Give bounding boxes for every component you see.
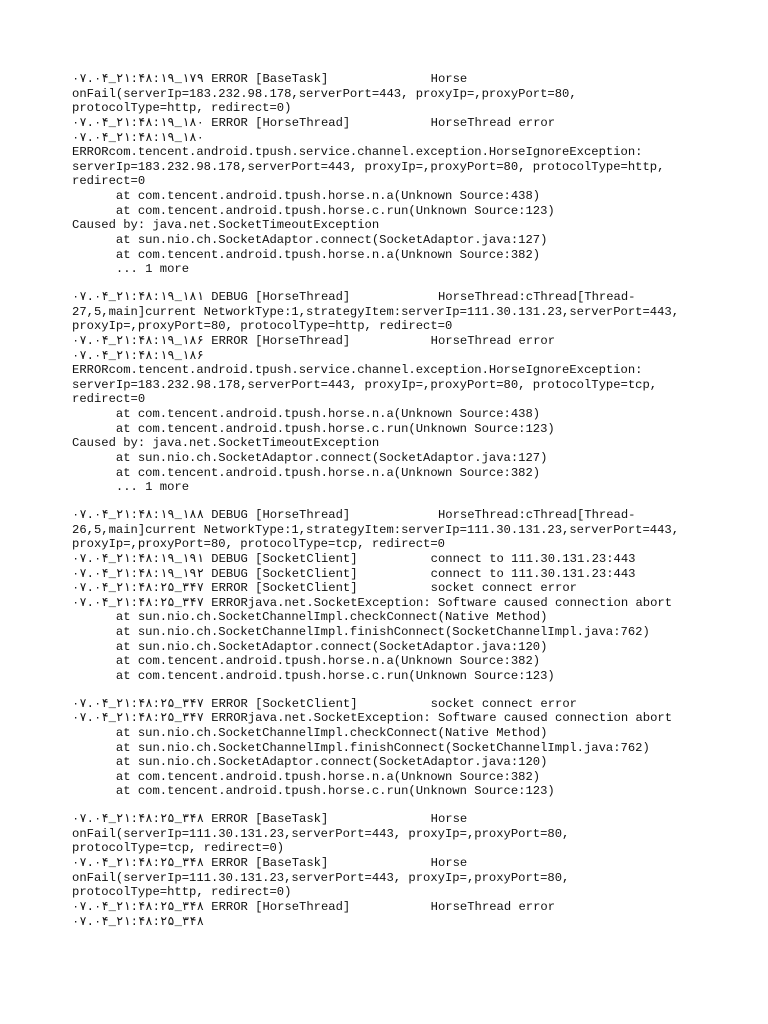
log-line: at com.tencent.android.tpush.horse.c.run(Unknown Source:123): [72, 784, 555, 799]
log-line: ۰۷.۰۴_۲۱:۴۸:۱۹_۱۸۸ DEBUG [HorseThread] HorseThread:cThread[Thread-: [72, 507, 636, 522]
log-line: at com.tencent.android.tpush.horse.n.a(Unknown Source:438): [72, 407, 541, 422]
log-text: [72, 72, 762, 929]
log-line: redirect=0: [72, 392, 146, 407]
log-line: ۰۷.۰۴_۲۱:۴۸:۱۹_۱۸۱ DEBUG [HorseThread] HorseThread:cThread[Thread-: [72, 289, 636, 304]
log-line: ۰۷.۰۴_۲۱:۴۸:۱۹_۱۷۹ ERROR [BaseTask] Horse: [72, 72, 468, 86]
log-line: ۰۷.۰۴_۲۱:۴۸:۱۹_۱۸۰ ERROR [HorseThread] HorseThread error: [72, 115, 556, 130]
log-line: onFail(serverIp=183.232.98.178,serverPort=443, proxyIp=,proxyPort=80,: [72, 86, 577, 101]
log-line: at sun.nio.ch.SocketAdaptor.connect(SocketAdaptor.java:127): [72, 233, 548, 248]
log-line: ۰۷.۰۴_۲۱:۴۸:۱۹_۱۸۶ ERROR [HorseThread] HorseThread error: [72, 333, 556, 348]
log-line: onFail(serverIp=111.30.131.23,serverPort=443, proxyIp=,proxyPort=80,: [72, 870, 570, 885]
log-line: protocolType=tcp, redirect=0): [72, 841, 285, 856]
log-line: at com.tencent.android.tpush.horse.n.a(Unknown Source:438): [72, 189, 541, 204]
log-line: ۰۷.۰۴_۲۱:۴۸:۱۹_۱۸۰: [72, 130, 204, 145]
log-line: ERRORcom.tencent.android.tpush.service.channel.exception.HorseIgnoreException:: [72, 363, 643, 378]
log-line: ۰۷.۰۴_۲۱:۴۸:۲۵_۳۴۷ ERROR [SocketClient] socket connect error: [72, 581, 577, 596]
log-line: redirect=0: [72, 174, 146, 189]
log-line: ۰۷.۰۴_۲۱:۴۸:۲۵_۳۴۸ ERROR [BaseTask] Horse: [72, 856, 468, 871]
blank-line: [72, 495, 762, 508]
log-line: at com.tencent.android.tpush.horse.c.run(Unknown Source:123): [72, 421, 555, 436]
log-line: serverIp=183.232.98.178,serverPort=443, proxyIp=,proxyPort=80, protocolType=tcp,: [72, 377, 658, 392]
log-line: 27,5,main]current NetworkType:1,strategyItem:serverIp=111.30.131.23,serverPort=443,: [72, 304, 680, 319]
log-line: at sun.nio.ch.SocketAdaptor.connect(SocketAdaptor.java:127): [72, 451, 548, 466]
log-line: ERRORcom.tencent.android.tpush.service.channel.exception.HorseIgnoreException:: [72, 145, 643, 160]
log-line: ۰۷.۰۴_۲۱:۴۸:۲۵_۳۴۸ ERROR [HorseThread] HorseThread error: [72, 899, 556, 914]
log-line: at sun.nio.ch.SocketChannelImpl.checkConnect(Native Method): [72, 725, 548, 740]
log-line: ... 1 more: [72, 480, 190, 495]
log-line: at com.tencent.android.tpush.horse.n.a(Unknown Source:382): [72, 769, 541, 784]
log-line: at sun.nio.ch.SocketAdaptor.connect(SocketAdaptor.java:120): [72, 639, 548, 654]
log-line: at com.tencent.android.tpush.horse.n.a(Unknown Source:382): [72, 247, 541, 262]
log-line: at sun.nio.ch.SocketChannelImpl.finishConnect(SocketChannelImpl.java:762): [72, 740, 650, 755]
log-line: ۰۷.۰۴_۲۱:۴۸:۲۵_۳۴۷ ERRORjava.net.SocketException: Software caused connection abort: [72, 595, 673, 610]
log-line: at com.tencent.android.tpush.horse.n.a(Unknown Source:382): [72, 654, 541, 669]
log-line: ۰۷.۰۴_۲۱:۴۸:۲۵_۳۴۷ ERROR [SocketClient] socket connect error: [72, 696, 577, 711]
log-line: ۰۷.۰۴_۲۱:۴۸:۲۵_۳۴۷ ERRORjava.net.SocketException: Software caused connection abort: [72, 711, 673, 726]
blank-line: [72, 799, 762, 812]
log-line: serverIp=183.232.98.178,serverPort=443, proxyIp=,proxyPort=80, protocolType=http,: [72, 159, 665, 174]
log-line: at sun.nio.ch.SocketChannelImpl.finishConnect(SocketChannelImpl.java:762): [72, 625, 650, 640]
log-line: protocolType=http, redirect=0): [72, 101, 292, 116]
log-line: onFail(serverIp=111.30.131.23,serverPort=443, proxyIp=,proxyPort=80,: [72, 826, 570, 841]
log-line: at com.tencent.android.tpush.horse.c.run(Unknown Source:123): [72, 203, 555, 218]
log-line: ۰۷.۰۴_۲۱:۴۸:۱۹_۱۹۲ DEBUG [SocketClient] connect to 111.30.131.23:443: [72, 566, 636, 581]
log-line: at sun.nio.ch.SocketAdaptor.connect(SocketAdaptor.java:120): [72, 755, 548, 770]
log-line: ۰۷.۰۴_۲۱:۴۸:۱۹_۱۹۱ DEBUG [SocketClient] connect to 111.30.131.23:443: [72, 551, 636, 566]
blank-line: [72, 277, 762, 290]
log-line: proxyIp=,proxyPort=80, protocolType=http, redirect=0: [72, 319, 453, 334]
log-line: at com.tencent.android.tpush.horse.n.a(Unknown Source:382): [72, 465, 541, 480]
log-line: protocolType=http, redirect=0): [72, 885, 292, 900]
log-line: Caused by: java.net.SocketTimeoutException: [72, 218, 380, 233]
log-line: 26,5,main]current NetworkType:1,strategyItem:serverIp=111.30.131.23,serverPort=443,: [72, 522, 680, 537]
log-line: Caused by: java.net.SocketTimeoutException: [72, 436, 380, 451]
blank-line: [72, 684, 762, 697]
log-line: ۰۷.۰۴_۲۱:۴۸:۲۵_۳۴۸ ERROR [BaseTask] Horse: [72, 812, 468, 827]
log-line: at com.tencent.android.tpush.horse.c.run(Unknown Source:123): [72, 668, 555, 683]
log-line: ۰۷.۰۴_۲۱:۴۸:۲۵_۳۴۸: [72, 914, 204, 929]
log-line: ۰۷.۰۴_۲۱:۴۸:۱۹_۱۸۶: [72, 348, 204, 363]
log-line: ... 1 more: [72, 262, 190, 277]
log-line: at sun.nio.ch.SocketChannelImpl.checkConnect(Native Method): [72, 610, 548, 625]
log-line: proxyIp=,proxyPort=80, protocolType=tcp, redirect=0: [72, 537, 445, 552]
